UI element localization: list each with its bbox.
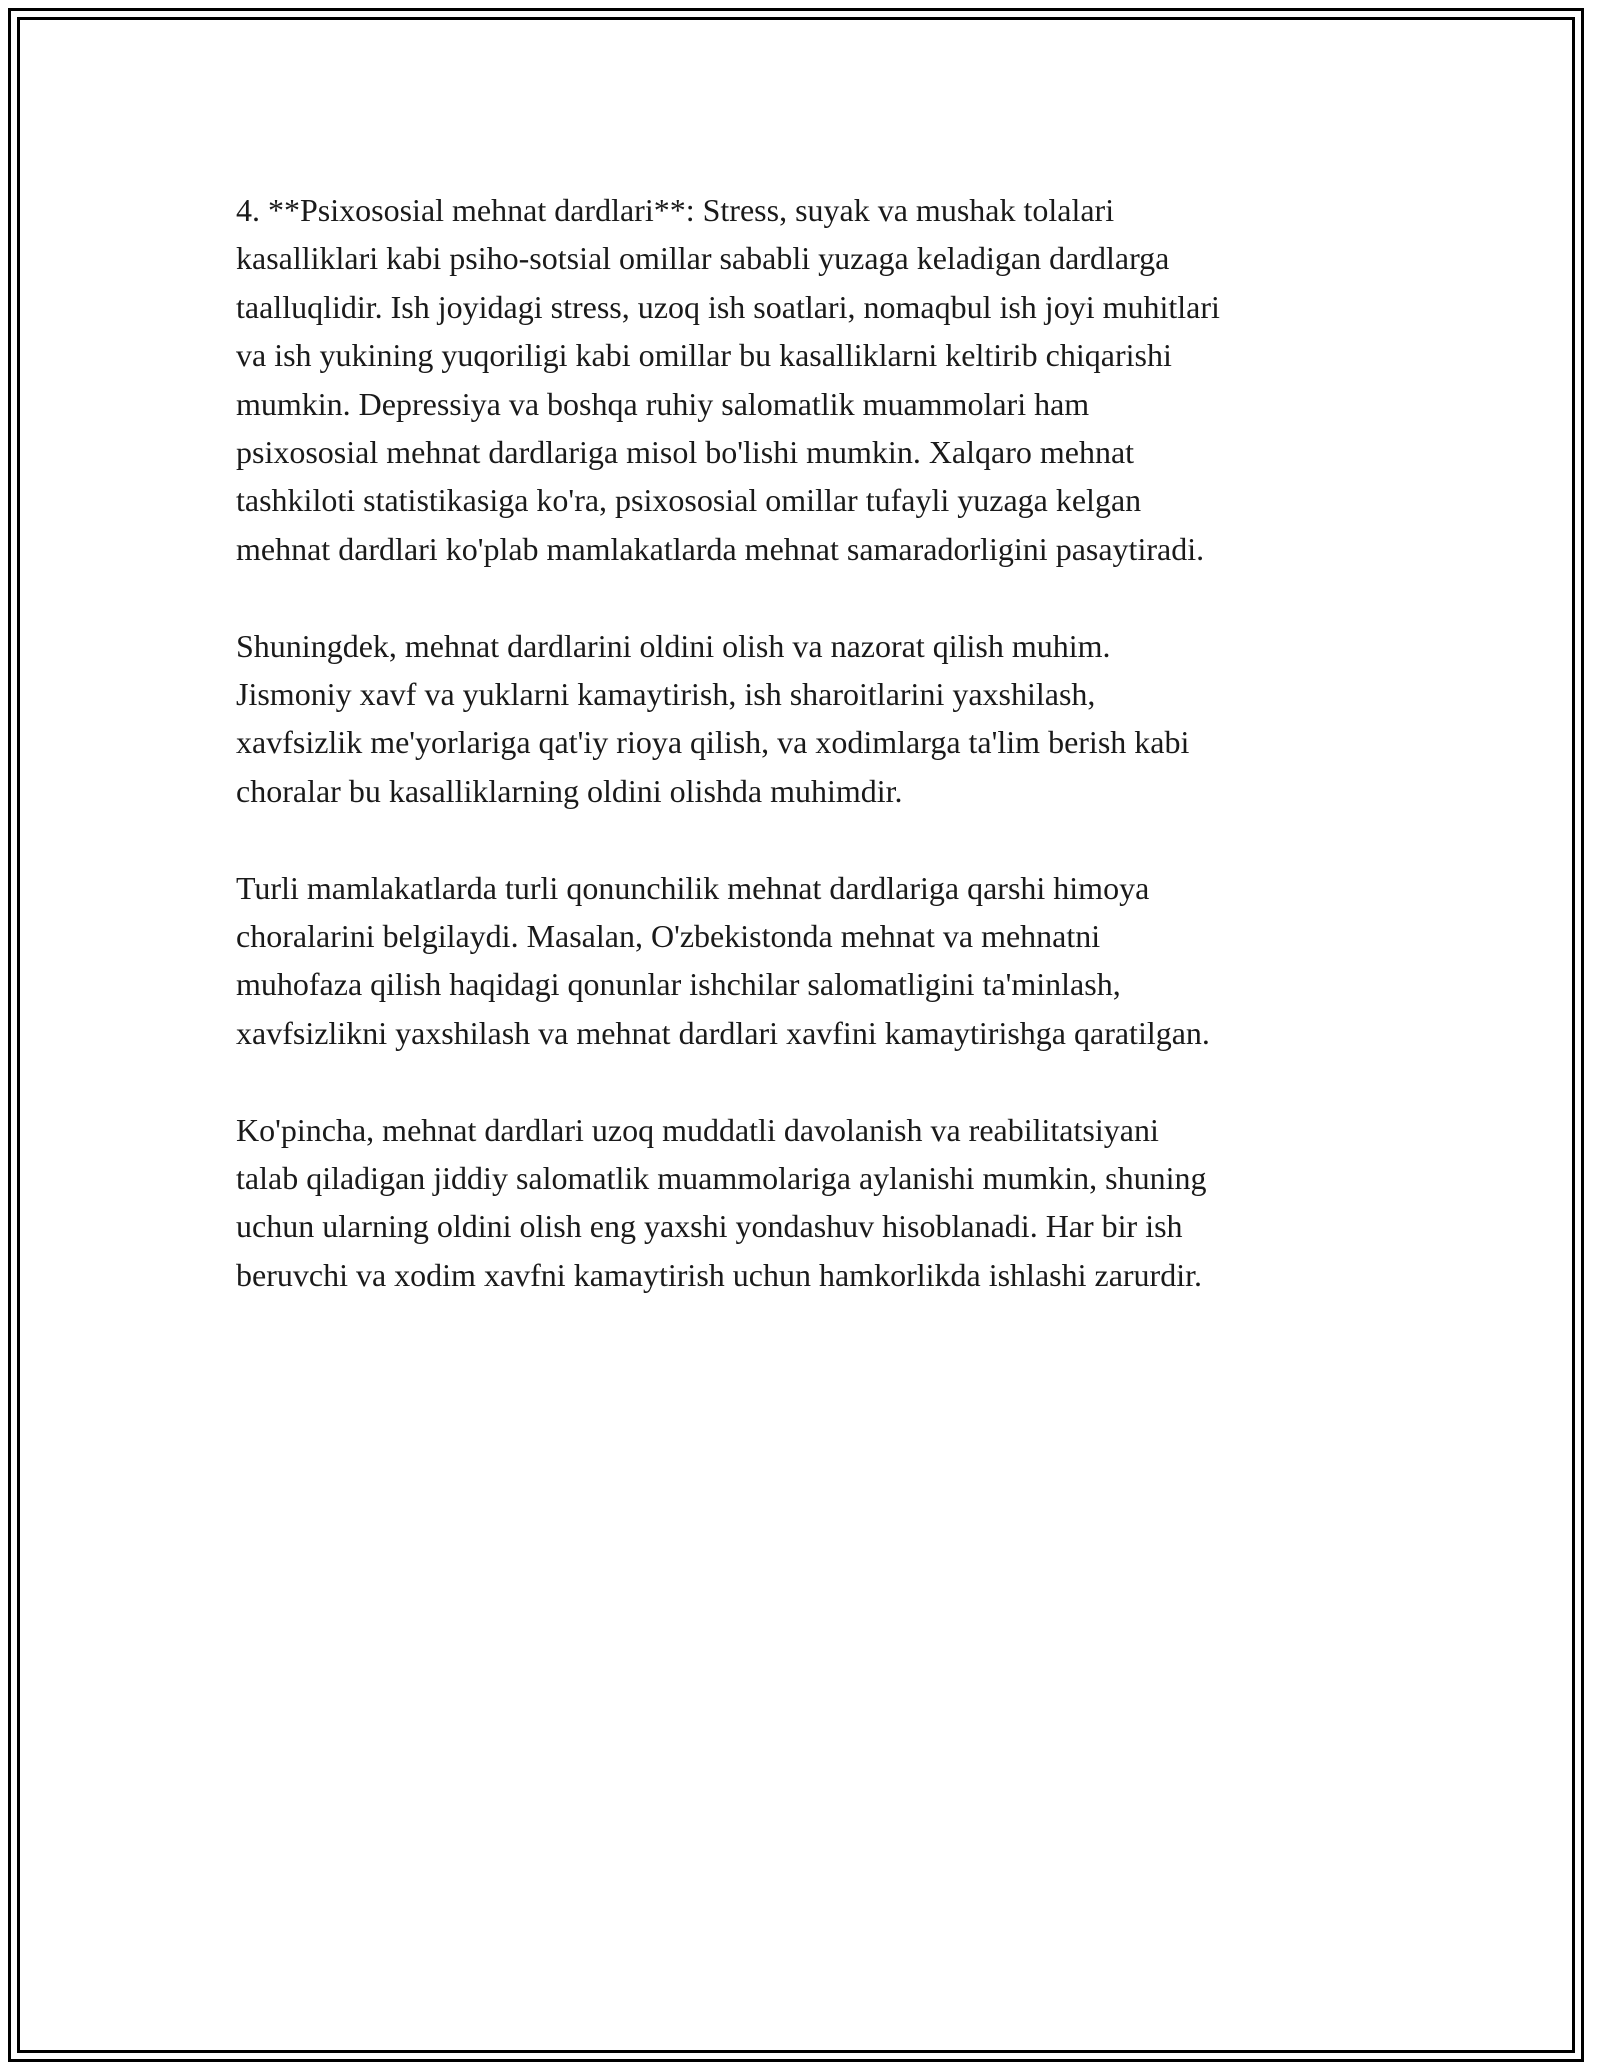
paragraph-legislation [236, 864, 1376, 1058]
text-line: muhofaza qilish haqidagi qonunlar ishchilar salomatligini ta'minlash, [236, 966, 1121, 1003]
text-line: choralarini belgilaydi. Masalan, O'zbekistonda mehnat va mehnatni [236, 918, 1101, 955]
text-line: Ko'pincha, mehnat dardlari uzoq muddatli davolanish va reabilitatsiyani [236, 1111, 1159, 1148]
text-line: taalluqlidir. Ish joyidagi stress, uzoq ish soatlari, nomaqbul ish joyi muhitlari [236, 288, 1220, 325]
text-line: Turli mamlakatlarda turli qonunchilik mehnat dardlariga qarshi himoya [236, 869, 1150, 906]
text-line: Jismoniy xavf va yuklarni kamaytirish, ish sharoitlarini yaxshilash, [236, 676, 1096, 713]
text-line: uchun ularning oldini olish eng yaxshi yondashuv hisoblanadi. Har bir ish [236, 1208, 1183, 1245]
text-line: 4. **Psixososial mehnat dardlari**: Stress, suyak va mushak tolalari [236, 192, 1115, 228]
paragraph-conclusion [236, 1106, 1376, 1300]
text-line: tashkiloti statistikasiga ko'ra, psixososial omillar tufayli yuzaga kelgan [236, 482, 1142, 519]
text-line: mehnat dardlari ko'plab mamlakatlarda mehnat samaradorligini pasaytiradi. [236, 530, 1205, 567]
text-line: talab qiladigan jiddiy salomatlik muammolariga aylanishi mumkin, shuning [236, 1160, 1207, 1197]
text-line: choralar bu kasalliklarning oldini olishda muhimdir. [236, 772, 903, 809]
paragraph-prevention [236, 622, 1376, 816]
text-line: psixososial mehnat dardlariga misol bo'lishi mumkin. Xalqaro mehnat [236, 434, 1135, 471]
paragraph-psychosocial [236, 186, 1376, 573]
text-line: mumkin. Depressiya va boshqa ruhiy salomatlik muammolari ham [236, 385, 1090, 422]
text-line: Shuningdek, mehnat dardlarini oldini olish va nazorat qilish muhim. [236, 627, 1111, 664]
text-line: xavfsizlik me'yorlariga qat'iy rioya qilish, va xodimlarga ta'lim berish kabi [236, 724, 1190, 761]
text-line: kasalliklari kabi psiho-sotsial omillar sababli yuzaga keladigan dardlarga [236, 240, 1170, 277]
document-body [236, 186, 1376, 1348]
text-line: beruvchi va xodim xavfni kamaytirish uchun hamkorlikda ishlashi zarurdir. [236, 1256, 1202, 1293]
text-line: va ish yukining yuqoriligi kabi omillar bu kasalliklarni keltirib chiqarishi [236, 337, 1172, 374]
text-line: xavfsizlikni yaxshilash va mehnat dardlari xavfini kamaytirishga qaratilgan. [236, 1014, 1210, 1051]
